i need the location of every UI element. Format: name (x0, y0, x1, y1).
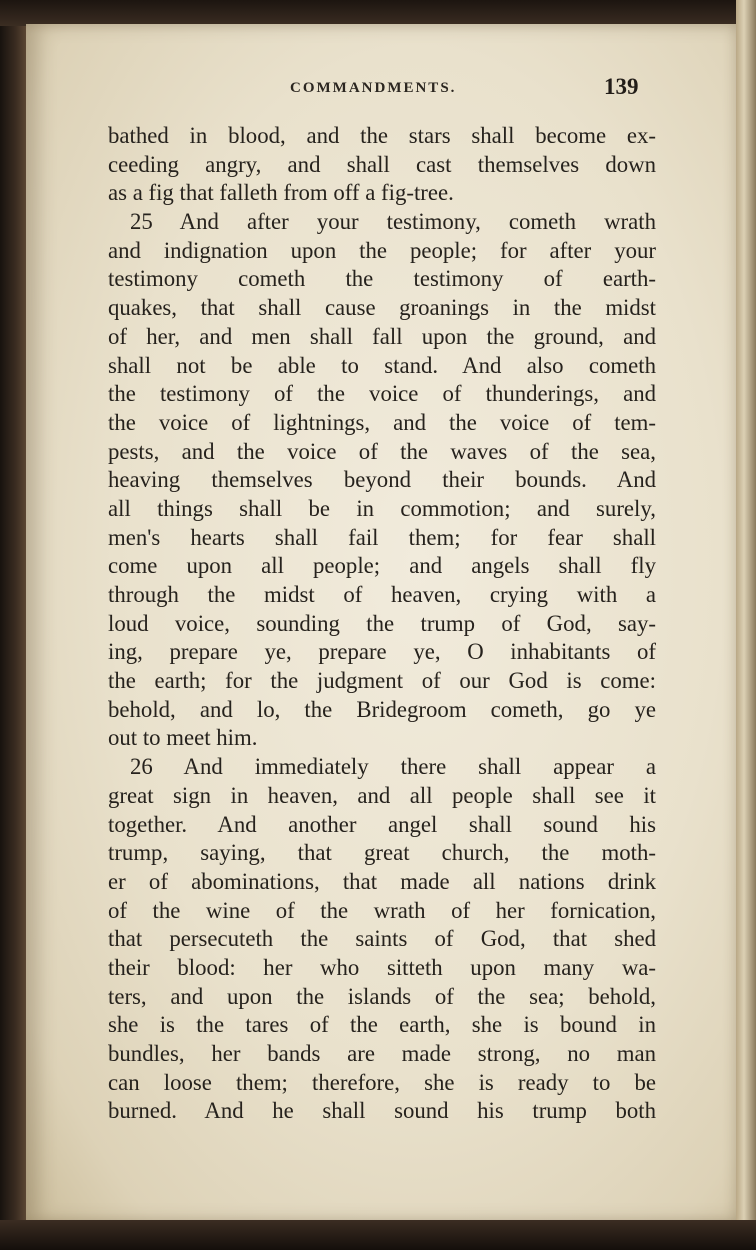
text-line: quakes, that shall cause groanings in the midst (108, 295, 656, 321)
book-bottom-edge (0, 1220, 756, 1250)
text-line: of her, and men shall fall upon the ground, and (108, 323, 656, 349)
text-line: testimony cometh the testimony of earth- (108, 266, 656, 292)
text-line: great sign in heaven, and all people shall see it (108, 782, 656, 808)
text-line: bathed in blood, and the stars shall become ex- (108, 123, 656, 148)
text-line: pests, and the voice of the waves of the sea, (108, 438, 656, 464)
text-line: together. And another angel shall sound his (108, 811, 656, 837)
text-line: ters, and upon the islands of the sea; behold, (108, 983, 656, 1009)
text-line: of the wine of the wrath of her fornication, (108, 897, 656, 923)
text-line: burned. And he shall sound his trump both (108, 1098, 656, 1124)
text-line: bundles, her bands are made strong, no man (108, 1041, 656, 1066)
page-header (26, 50, 738, 99)
page-fore-edge (736, 0, 756, 1250)
text-line: as a fig that falleth from off a fig-tree. (108, 180, 454, 206)
text-line: men's hearts shall fail them; for fear shall (108, 524, 656, 550)
text-line: ceeding angry, and shall cast themselves down (108, 151, 656, 177)
text-line: the testimony of the voice of thunderings, and (108, 381, 656, 407)
book-spine-shadow (0, 0, 26, 1250)
text-line: trump, saying, that great church, the moth- (108, 840, 656, 866)
text-line: and indignation upon the people; for after your (108, 237, 656, 263)
text-line: can loose them; therefore, she is ready to be (108, 1069, 656, 1095)
text-line: shall not be able to stand. And also cometh (108, 352, 656, 378)
book-top-edge (0, 0, 756, 26)
text-line: 25 And after your testimony, cometh wrath (130, 209, 656, 235)
text-line: 26 And immediately there shall appear a (130, 754, 656, 780)
text-line: she is the tares of the earth, she is bound in (108, 1012, 656, 1038)
text-line: that persecuteth the saints of God, that shed (108, 926, 656, 952)
text-line: er of abominations, that made all nations drink (108, 868, 656, 894)
text-line: the voice of lightnings, and the voice of tem- (108, 409, 656, 435)
text-line: ing, prepare ye, prepare ye, O inhabitants of (108, 639, 656, 665)
body-text (108, 122, 656, 1126)
text-line: through the midst of heaven, crying with a (108, 582, 656, 607)
text-line: their blood: her who sitteth upon many wa- (108, 954, 656, 980)
text-line: out to meet him. (108, 725, 258, 751)
page-number: 139 (604, 74, 639, 99)
text-line: come upon all people; and angels shall fly (108, 553, 656, 579)
text-line: loud voice, sounding the trump of God, say- (108, 610, 656, 636)
text-line: the earth; for the judgment of our God is come: (108, 668, 656, 694)
text-line: heaving themselves beyond their bounds. And (108, 467, 656, 493)
text-line: behold, and lo, the Bridegroom cometh, go ye (108, 696, 656, 722)
text-line: all things shall be in commotion; and surely, (108, 495, 656, 521)
running-head: COMMANDMENTS. (290, 80, 457, 96)
